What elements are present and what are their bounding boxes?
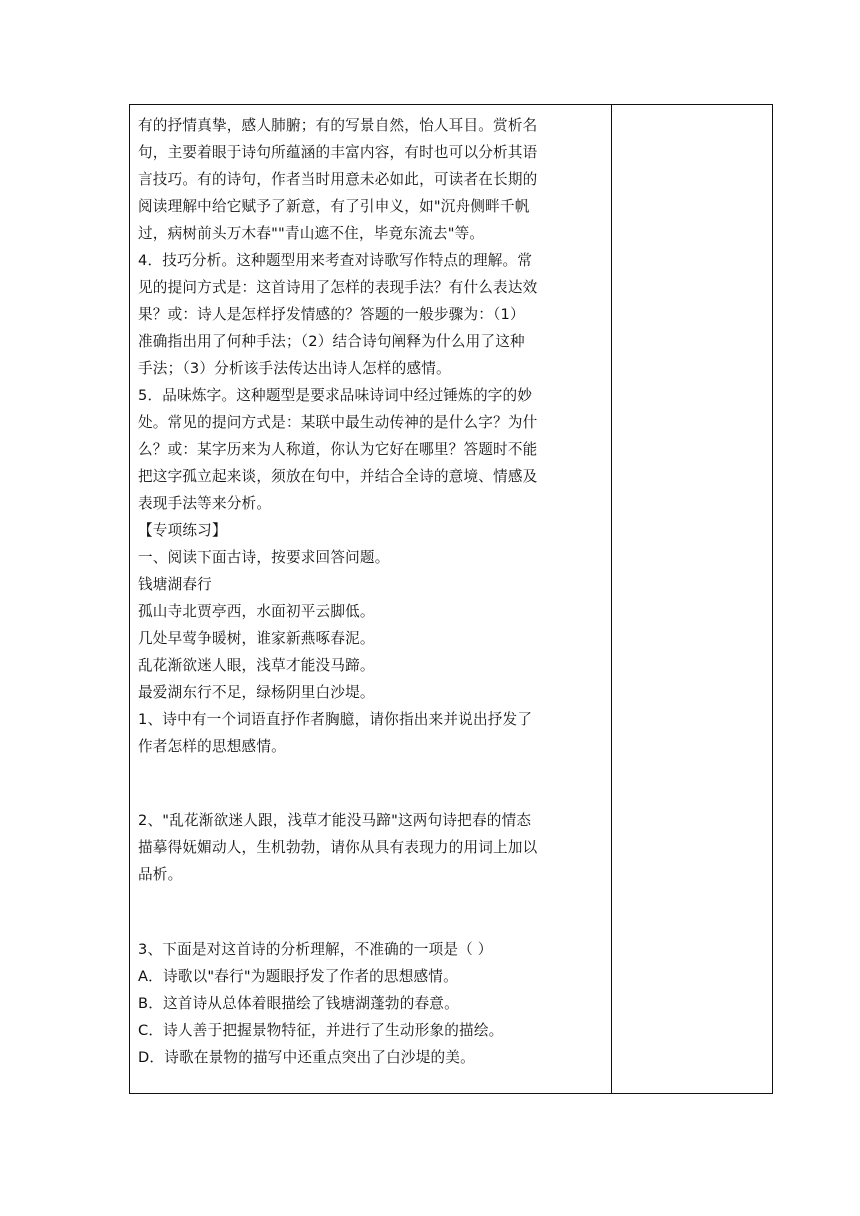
main-text-cell (130, 105, 612, 1093)
text-line: 作者怎样的思想感情。 (138, 738, 286, 755)
question-3 (138, 936, 605, 1071)
text-line: 1、诗中有一个词语直抒作者胸臆，请你指出来并说出抒发了 (138, 711, 533, 728)
intro-text (138, 112, 605, 760)
question-2 (138, 807, 605, 888)
text-line: 乱花渐欲迷人眼，浅草才能没马蹄。 (138, 657, 375, 674)
text-line: 处。常见的提问方式是：某联中最生动传神的是什么字？为什 (138, 414, 538, 431)
text-line: 【专项练习】 (138, 522, 227, 539)
question-line: 3、下面是对这首诗的分析理解，不准确的一项是（ ） (138, 941, 493, 958)
text-line: 果？或：诗人是怎样抒发情感的？答题的一般步骤为：（1） (138, 306, 525, 323)
text-line: 准确指出用了何种手法；（2）结合诗句阐释为什么用了这种 (138, 333, 525, 350)
text-line: 把这字孤立起来谈，须放在句中，并结合全诗的意境、情感及 (138, 468, 538, 485)
text-line: 过，病树前头万木春""青山遮不住，毕竟东流去"等。 (138, 225, 485, 242)
text-line: 见的提问方式是：这首诗用了怎样的表现手法？有什么表达效 (138, 279, 538, 296)
answer-space-1 (138, 760, 605, 807)
text-line: 孤山寺北贾亭西，水面初平云脚低。 (138, 603, 375, 620)
text-line: 5．品味炼字。这种题型是要求品味诗词中经过锤炼的字的妙 (138, 387, 533, 404)
text-line: 表现手法等来分析。 (138, 495, 272, 512)
question-line: D．诗歌在景物的描写中还重点突出了白沙堤的美。 (138, 1049, 475, 1066)
notes-cell (612, 105, 772, 1093)
text-line: 手法；（3）分析该手法传达出诗人怎样的感情。 (138, 360, 451, 377)
text-line: 阅读理解中给它赋予了新意，有了引申义，如"沉舟侧畔千帆 (138, 198, 530, 215)
question-line: 品析。 (138, 866, 183, 883)
question-line: 2、"乱花渐欲迷人跟，浅草才能没马蹄"这两句诗把春的情态 (138, 812, 532, 829)
answer-space-2 (138, 888, 605, 936)
content-table (129, 104, 773, 1094)
text-line: 一、阅读下面古诗，按要求回答问题。 (138, 549, 390, 566)
text-line: 最爱湖东行不足，绿杨阴里白沙堤。 (138, 684, 375, 701)
text-line: 句，主要着眼于诗句所蕴涵的丰富内容，有时也可以分析其语 (138, 144, 538, 161)
question-line: C．诗人善于把握景物特征，并进行了生动形象的描绘。 (138, 1022, 504, 1039)
text-line: 有的抒情真挚，感人肺腑；有的写景自然，怡人耳目。赏析名 (138, 117, 538, 134)
question-line: 描摹得妩媚动人，生机勃勃，请你从具有表现力的用词上加以 (138, 839, 538, 856)
text-line: 么？或：某字历来为人称道，你认为它好在哪里？答题时不能 (138, 441, 538, 458)
text-line: 言技巧。有的诗句，作者当时用意未必如此，可读者在长期的 (138, 171, 538, 188)
text-line: 4．技巧分析。这种题型用来考查对诗歌写作特点的理解。常 (138, 252, 533, 269)
text-line: 几处早莺争暖树，谁家新燕啄春泥。 (138, 630, 375, 647)
question-line: B．这首诗从总体着眼描绘了钱塘湖蓬勃的春意。 (138, 995, 459, 1012)
text-line: 钱塘湖春行 (138, 576, 212, 593)
question-line: A．诗歌以"春行"为题眼抒发了作者的思想感情。 (138, 968, 458, 985)
